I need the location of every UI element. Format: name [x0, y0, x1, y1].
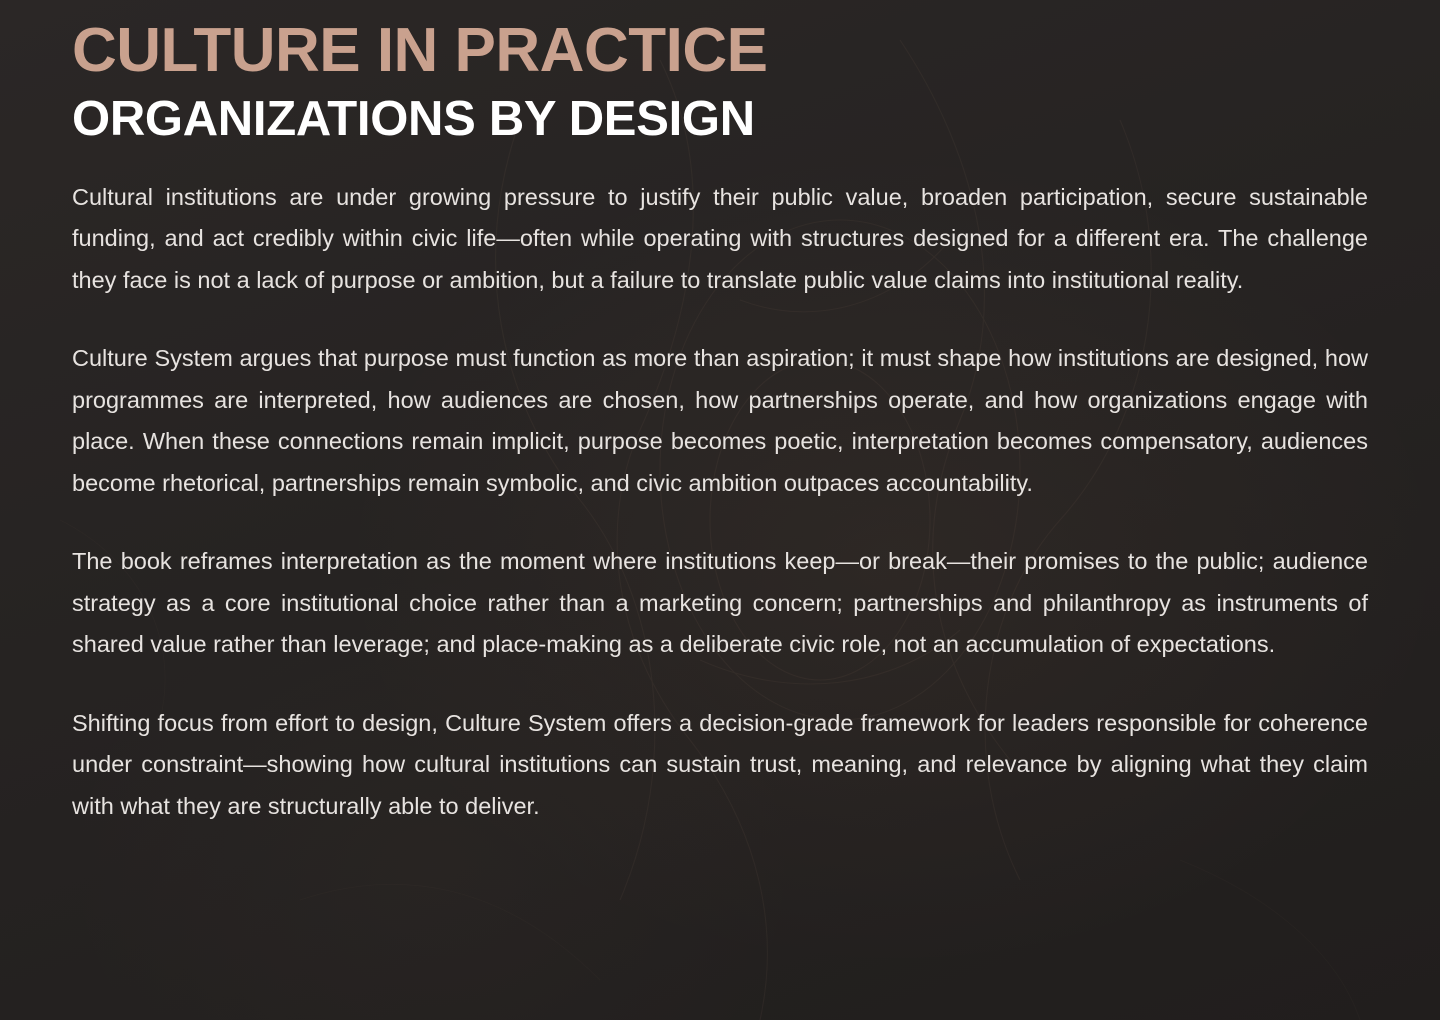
paragraph-1: Cultural institutions are under growing pressure to justify their public value, broaden participation, secure sustainable funding, and act credibly within civic life—often while operating with structures designed for a different era. The challenge they face is not a lack of purpose or ambition, but a failure to translate public value claims into institutional reality.: [72, 183, 1368, 293]
paragraph-4: Shifting focus from effort to design, Culture System offers a decision-grade framework for leaders responsible for coherence under constraint—showing how cultural institutions can sustain trust, meaning, and relevance by aligning what they claim with what they are structurally able to deliver.: [72, 709, 1368, 819]
page-subtitle: ORGANIZATIONS BY DESIGN: [72, 91, 755, 146]
body-copy: [72, 147, 1368, 828]
paragraph-3: The book reframes interpretation as the moment where institutions keep—or break—their promises to the public; audience strategy as a core institutional choice rather than a marketing concern; partnerships and philanthropy as instruments of shared value rather than leverage; and place-making as a deliberate civic role, not an accumulation of expectations.: [72, 548, 1368, 658]
paragraph-2: Culture System argues that purpose must function as more than aspiration; it must shape how institutions are designed, how programmes are interpreted, how audiences are chosen, how partnerships operate, and how organizations engage with place. When these connections remain implicit, purpose becomes poetic, interpretation becomes compensatory, audiences become rhetorical, partnerships remain symbolic, and civic ambition outpaces accountability.: [72, 345, 1368, 496]
page-title: CULTURE IN PRACTICE: [72, 16, 768, 85]
